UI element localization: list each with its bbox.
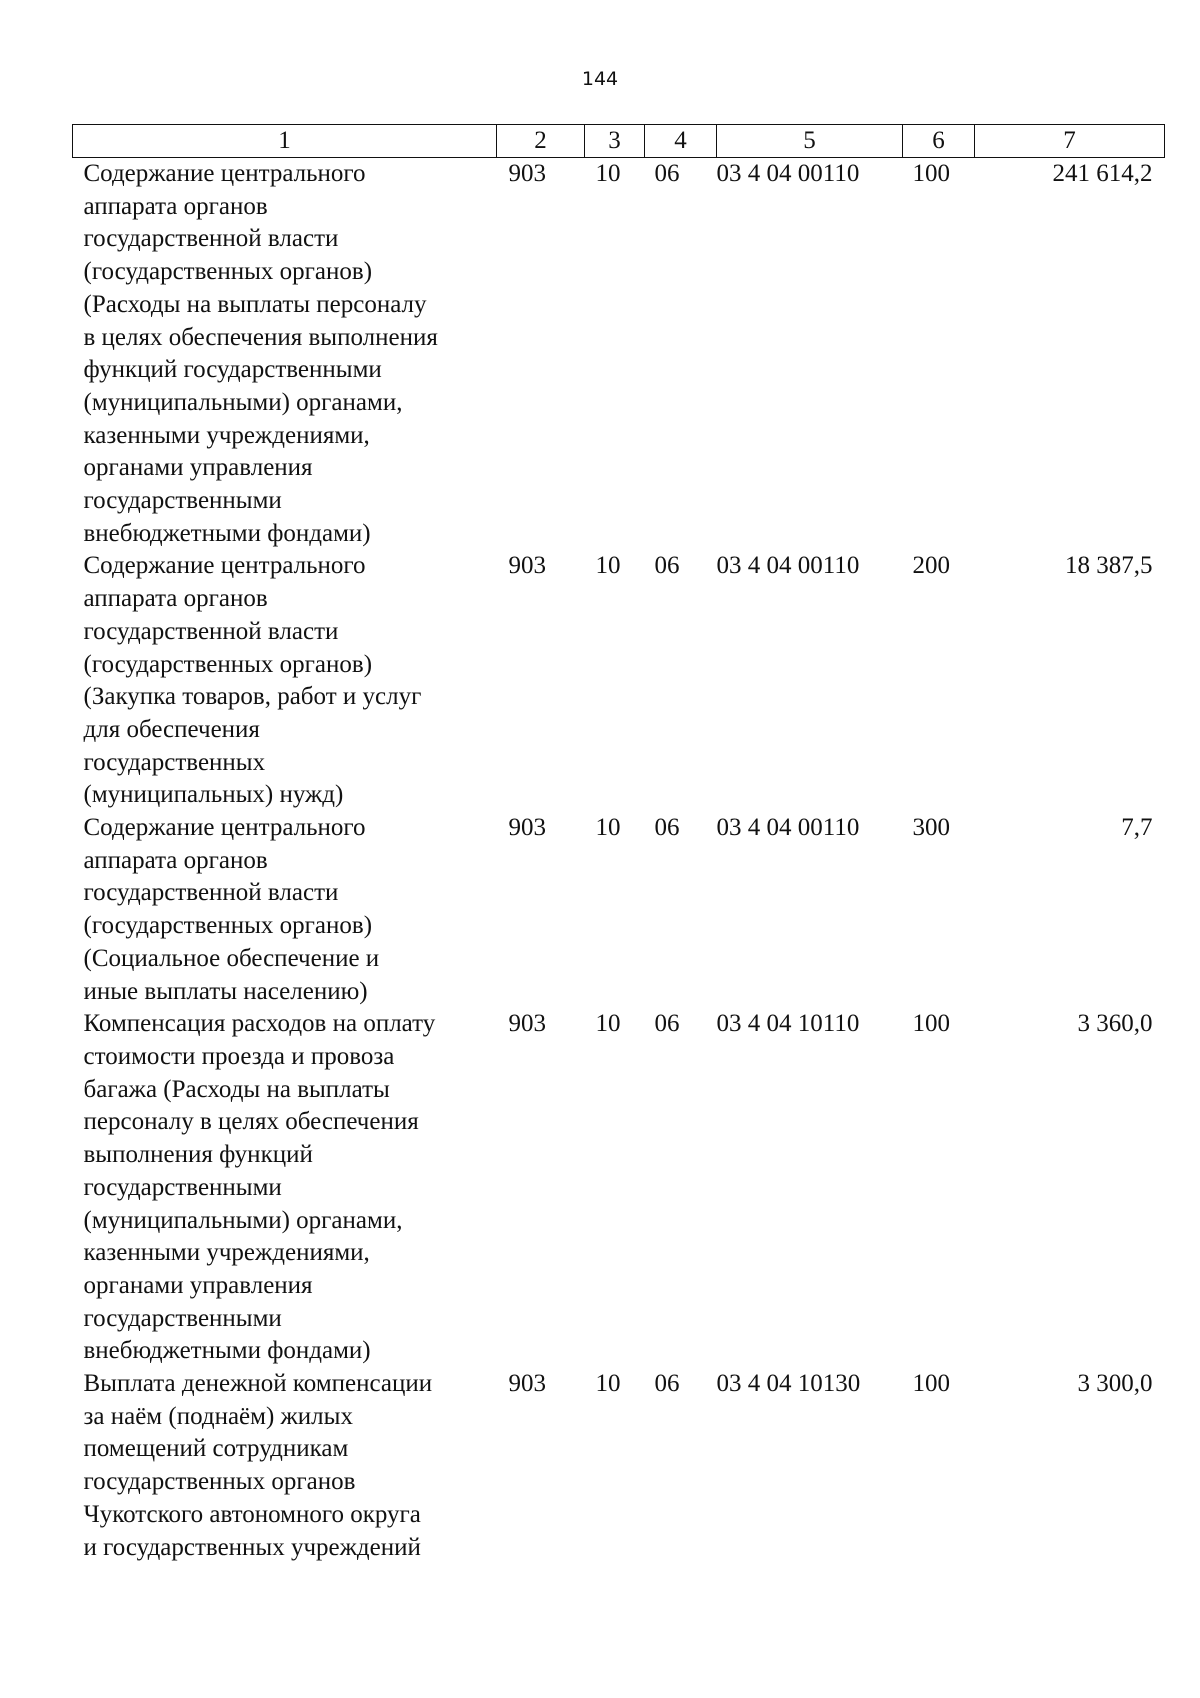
column-header-5: 5 — [717, 125, 903, 158]
column-header-7: 7 — [975, 125, 1165, 158]
table-row — [73, 812, 1165, 1008]
row-expense-type: 200 — [912, 552, 950, 580]
row-subsection-code: 06 — [654, 1370, 680, 1398]
row-ministry-code: 903 — [508, 814, 546, 842]
row-expense-type: 300 — [912, 814, 950, 842]
row-target-article: 03 4 04 00110 — [716, 552, 860, 580]
row-target-article: 03 4 04 10110 — [716, 1010, 860, 1038]
row-ministry-code: 903 — [508, 552, 546, 580]
row-amount: 7,7 — [1121, 814, 1153, 842]
page-number: 144 — [581, 68, 619, 90]
row-expense-type: 100 — [912, 1370, 950, 1398]
row-description: Содержание центрального аппарата органов государственной власти (государственных органов) (Расходы на выплаты персоналу в целях обеспечения выполнения функций государственными (муниципальными) органами, казенными учреждениями, органами управления государственными внебюджетными фондами) — [83, 160, 438, 547]
row-target-article: 03 4 04 00110 — [716, 814, 860, 842]
row-subsection-code: 06 — [654, 1010, 680, 1038]
row-expense-type: 100 — [912, 160, 950, 187]
row-amount: 3 360,0 — [1077, 1010, 1153, 1038]
row-ministry-code: 903 — [508, 1370, 546, 1398]
row-section-code: 10 — [595, 1370, 621, 1398]
row-target-article: 03 4 04 10130 — [716, 1370, 861, 1398]
row-description: Компенсация расходов на оплату стоимости проезда и провоза багажа (Расходы на выплаты персоналу в целях обеспечения выполнения функций государственными (муниципальными) органами, казенными учреждениями, органами управления государственными внебюджетными фондами) — [83, 1010, 436, 1365]
row-section-code: 10 — [595, 160, 621, 187]
row-amount: 3 300,0 — [1077, 1370, 1153, 1398]
row-ministry-code: 903 — [508, 1010, 546, 1038]
column-header-3: 3 — [585, 125, 645, 158]
column-header-1: 1 — [73, 125, 497, 158]
table-row — [73, 158, 1165, 551]
row-amount: 241 614,2 — [1052, 160, 1153, 187]
row-subsection-code: 06 — [654, 552, 680, 580]
row-description: Содержание центрального аппарата органов государственной власти (государственных органов) (Социальное обеспечение и иные выплаты населению) — [83, 814, 380, 1005]
column-header-2: 2 — [497, 125, 585, 158]
row-ministry-code: 903 — [508, 160, 546, 187]
row-amount: 18 387,5 — [1065, 552, 1153, 580]
column-header-6: 6 — [903, 125, 975, 158]
row-description: Содержание центрального аппарата органов государственной власти (государственных органов) (Закупка товаров, работ и услуг для обеспечения государственных (муниципальных) нужд) — [83, 552, 422, 809]
column-header-4: 4 — [645, 125, 717, 158]
table-row — [73, 1368, 1165, 1564]
budget-table — [72, 124, 1165, 1564]
row-section-code: 10 — [595, 814, 621, 842]
row-expense-type: 100 — [912, 1010, 950, 1038]
table-row — [73, 550, 1165, 812]
row-description: Выплата денежной компенсации за наём (поднаём) жилых помещений сотрудникам государственных органов Чукотского автономного округа и государственных учреждений — [83, 1370, 433, 1561]
table-header-row — [73, 125, 1165, 158]
row-section-code: 10 — [595, 552, 621, 580]
row-subsection-code: 06 — [654, 160, 680, 187]
row-target-article: 03 4 04 00110 — [716, 160, 860, 187]
table-row — [73, 1008, 1165, 1368]
row-section-code: 10 — [595, 1010, 621, 1038]
row-subsection-code: 06 — [654, 814, 680, 842]
